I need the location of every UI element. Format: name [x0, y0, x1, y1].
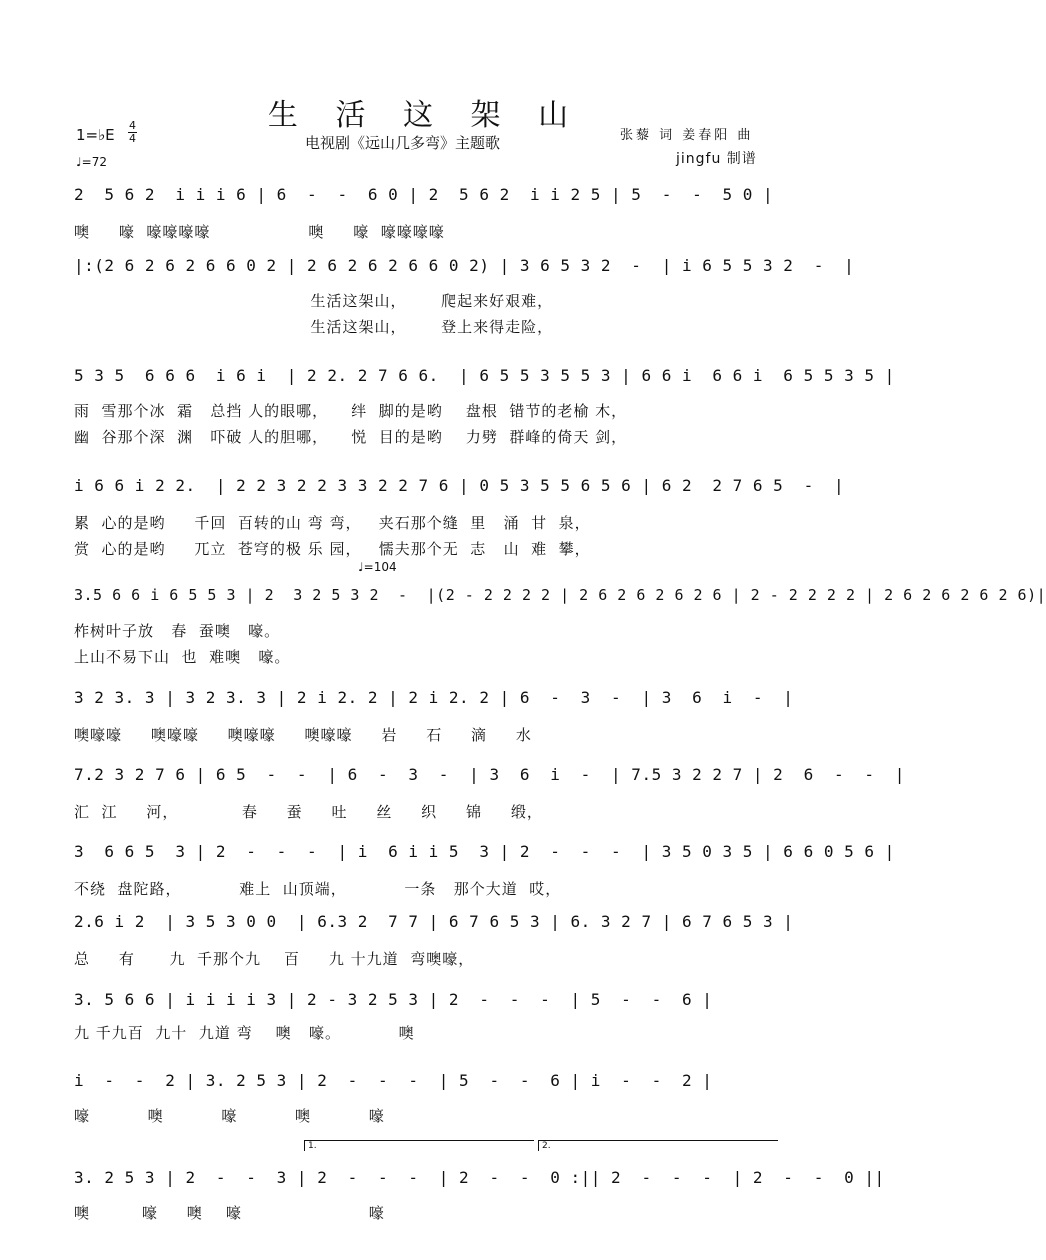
- lyric-line: 不绕 盘陀路， 难上 山顶端， 一条 那个大道 哎，: [74, 880, 562, 898]
- meter-bottom: 4: [129, 132, 136, 145]
- score-subtitle: 电视剧《远山几多弯》主题歌: [305, 134, 501, 152]
- tempo-marking: ♩=72: [76, 155, 107, 169]
- meter-top: 4: [129, 119, 136, 132]
- notation-line: 2.6 i 2 | 3 5 3 0 0 | 6.3 2 7 7 | 6 7 6 5 3 | 6. 3 2 7 | 6 7 6 5 3 |: [74, 912, 794, 931]
- lyric-line: 生活这架山， 登上来得走险，: [74, 318, 554, 336]
- lyric-line: 汇 江 河， 春 蚕 吐 丝 织 锦 缎，: [74, 803, 543, 821]
- credits: 张藜 词 姜春阳 曲: [620, 128, 754, 143]
- notation-line: 5 3 5 6 6 6 i 6 i | 2 2. 2 7 6 6. | 6 5 5 3 5 5 3 | 6 6 i 6 6 i 6 5 5 3 5 |: [74, 366, 895, 385]
- notation-line: 3.5 6 6 i 6 5 5 3 | 2 3 2 5 3 2 - |(2 - 2 2 2 2 | 2 6 2 6 2 6 2 6 | 2 - 2 2 2 2 | 2 6 2 6 2 6 2 6)|: [74, 586, 1046, 604]
- volta-1: 1.: [304, 1140, 534, 1151]
- lyric-line: 生活这架山， 爬起来好艰难，: [74, 292, 554, 310]
- notation-line: 7.2 3 2 7 6 | 6 5 - - | 6 - 3 - | 3 6 i - | 7.5 3 2 2 7 | 2 6 - - |: [74, 765, 905, 784]
- lyric-line: 幽 谷那个深 渊 吓破 人的胆哪， 悦 目的是哟 力劈 群峰的倚天 剑，: [74, 428, 628, 446]
- notation-line: 3 6 6 5 3 | 2 - - - | i 6 i i 5 3 | 2 - - - | 3 5 0 3 5 | 6 6 0 5 6 |: [74, 842, 895, 861]
- notation-line: 3 2 3. 3 | 3 2 3. 3 | 2 i 2. 2 | 2 i 2. 2 | 6 - 3 - | 3 6 i - |: [74, 688, 794, 707]
- lyric-line: 赏 心的是哟 兀立 苍穹的极 乐 园， 懦夫那个无 志 山 难 攀，: [74, 540, 591, 558]
- volta-brackets: [304, 1140, 774, 1154]
- notation-line: i - - 2 | 3. 2 5 3 | 2 - - - | 5 - - 6 | i - - 2 |: [74, 1071, 713, 1090]
- notation-line: 2 5 6 2 i i i 6 | 6 - - 6 0 | 2 5 6 2 i i 2 5 | 5 - - 5 0 |: [74, 185, 774, 204]
- lyric-line: 总 有 九 千那个九 百 九 十九道 弯噢嚎，: [74, 950, 475, 968]
- notation-line: |:(2 6 2 6 2 6 6 0 2 | 2 6 2 6 2 6 6 0 2) | 3 6 5 3 2 - | i 6 5 5 3 2 - |: [74, 256, 855, 275]
- lyric-line: 九 千九百 九十 九道 弯 噢 嚎。 噢: [74, 1024, 415, 1042]
- arranger: jingfu 制谱: [676, 151, 757, 167]
- lyric-line: 柞树叶子放 春 蚕噢 嚎。: [74, 622, 281, 640]
- lyric-line: 累 心的是哟 千回 百转的山 弯 弯， 夹石那个缝 里 涌 甘 泉，: [74, 514, 591, 532]
- tempo-change: ♩=104: [358, 560, 397, 574]
- lyric-line: 噢 嚎 噢 嚎 嚎: [74, 1204, 385, 1222]
- key-signature: 1=♭E: [76, 126, 115, 144]
- notation-line: 3. 2 5 3 | 2 - - 3 | 2 - - - | 2 - - 0 :|| 2 - - - | 2 - - 0 ||: [74, 1168, 885, 1187]
- volta-2: 2.: [538, 1140, 778, 1151]
- score-title: 生 活 这 架 山: [267, 98, 583, 133]
- lyric-line: 嚎 噢 嚎 噢 嚎: [74, 1107, 385, 1125]
- lyric-line: 上山不易下山 也 难噢 嚎。: [74, 648, 291, 666]
- notation-line: 3. 5 6 6 | i i i i 3 | 2 - 3 2 5 3 | 2 - - - | 5 - - 6 |: [74, 990, 713, 1009]
- notation-line: i 6 6 i 2 2. | 2 2 3 2 2 3 3 2 2 7 6 | 0 5 3 5 5 6 5 6 | 6 2 2 7 6 5 - |: [74, 476, 845, 495]
- lyric-line: 噢 嚎 嚎嚎嚎嚎 噢 嚎 嚎嚎嚎嚎: [74, 223, 445, 241]
- lyric-line: 噢嚎嚎 噢嚎嚎 噢嚎嚎 噢嚎嚎 岩 石 滴 水: [74, 726, 532, 744]
- lyric-line: 雨 雪那个冰 霜 总挡 人的眼哪， 绊 脚的是哟 盘根 错节的老榆 木，: [74, 402, 628, 420]
- time-signature: [128, 120, 137, 145]
